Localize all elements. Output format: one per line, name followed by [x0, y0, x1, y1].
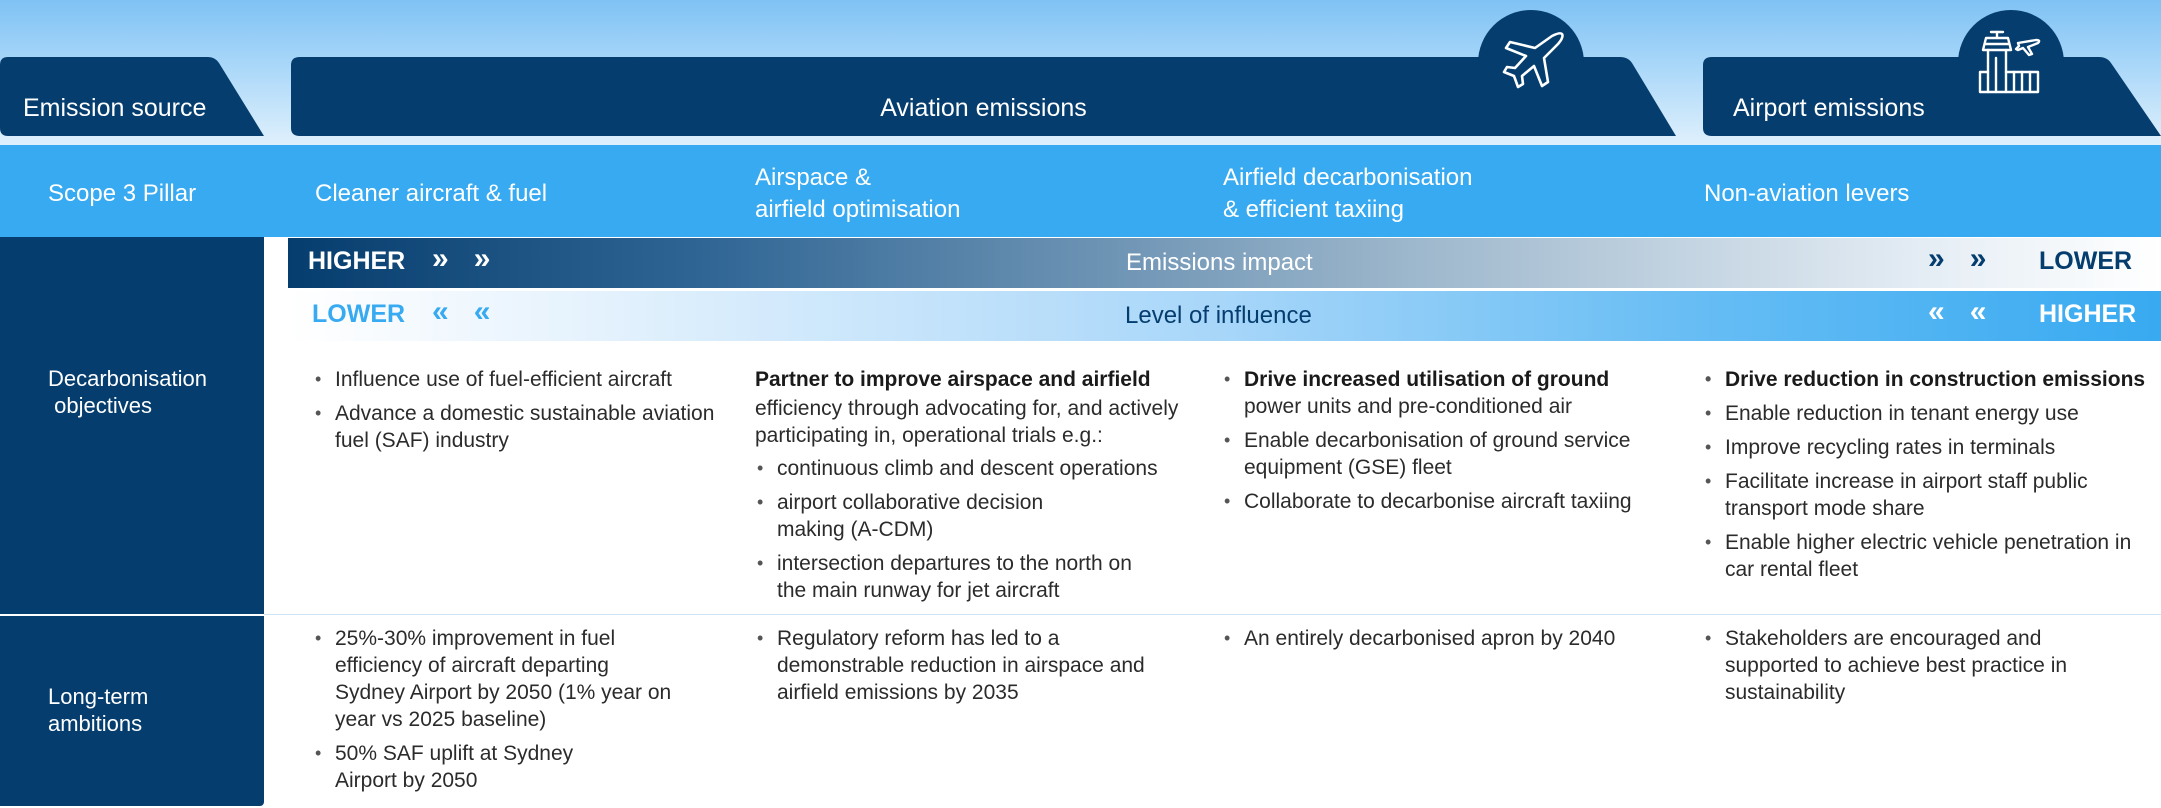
list-item: • continuous climb and descent operations	[755, 455, 1225, 482]
airport-emissions-label: Airport emissions	[1733, 93, 1925, 122]
list-item: • airport collaborative decision making (A-CDM)	[755, 489, 1097, 543]
ambitions-row-label-cell	[0, 616, 264, 806]
list-item	[1222, 366, 1692, 420]
pillar-airspace	[755, 162, 960, 226]
objectives-cleaner	[313, 366, 733, 461]
control-tower-icon	[1958, 10, 2064, 116]
airfield-first-rest: power units and pre-conditioned air	[1244, 395, 1573, 418]
airspace-intro-bold: Partner to improve airspace and airfield	[755, 368, 1151, 391]
impact-center-label: Emissions impact	[1126, 249, 1313, 276]
ambitions-row-label	[48, 683, 148, 737]
objectives-row-label	[48, 365, 207, 419]
scope3-pillar-label: Scope 3 Pillar	[48, 180, 197, 207]
list-item: • 25%-30% improvement in fuel efficiency of aircraft departing Sydney Airport by 2050 (1% year on year vs 2025 baseline)	[313, 625, 675, 733]
pillar-airfield-line1: Airfield decarbonisation	[1223, 164, 1473, 191]
influence-right-label: HIGHER	[2039, 300, 2137, 328]
list-item: • Enable decarbonisation of ground service equipment (GSE) fleet	[1222, 427, 1664, 481]
list-item: • Collaborate to decarbonise aircraft taxiing	[1222, 488, 1692, 515]
pillar-airfield-line2: & efficient taxiing	[1223, 196, 1404, 223]
pillar-airspace-line1: Airspace &	[755, 164, 872, 191]
list-item: • 50% SAF uplift at Sydney Airport by 2050	[313, 740, 605, 794]
influence-chevrons-right-icon: « «	[1928, 295, 1987, 328]
airspace-intro-rest: efficiency through advocating for, and actively participating in, operational trials e.g.:	[755, 397, 1179, 447]
list-item: • Enable higher electric vehicle penetration in car rental fleet	[1703, 529, 2153, 583]
pillar-airfield	[1223, 162, 1472, 226]
impact-chevrons-right-icon: » »	[1928, 242, 1987, 275]
ambitions-airspace	[755, 625, 1155, 713]
row-divider	[264, 614, 2161, 615]
objectives-row-label-cell	[0, 237, 264, 614]
influence-chevrons-left-icon: « «	[432, 295, 491, 328]
ambitions-label-line1: Long-term	[48, 684, 149, 709]
impact-left-label: HIGHER	[308, 247, 406, 275]
objectives-non-aviation	[1703, 366, 2153, 590]
objectives-airspace	[755, 366, 1225, 611]
emission-source-label: Emission source	[23, 93, 207, 122]
list-item: • Improve recycling rates in terminals	[1703, 434, 2153, 461]
list-item: • Facilitate increase in airport staff public transport mode share	[1703, 468, 2153, 522]
objectives-airfield	[1222, 366, 1692, 522]
impact-right-label: LOWER	[2039, 247, 2133, 275]
aviation-emissions-label: Aviation emissions	[880, 93, 1087, 122]
pillar-airspace-line2: airfield optimisation	[755, 196, 961, 223]
list-item: • Enable reduction in tenant energy use	[1703, 400, 2153, 427]
airplane-icon	[1478, 10, 1584, 116]
influence-left-label: LOWER	[312, 300, 406, 328]
list-item: • Stakeholders are encouraged and supported to achieve best practice in sustainability	[1703, 625, 2093, 706]
influence-center-label: Level of influence	[1125, 302, 1312, 329]
impact-chevrons-left-icon: » »	[432, 242, 491, 275]
list-item: • Regulatory reform has led to a demonstrable reduction in airspace and airfield emissions by 2035	[755, 625, 1155, 706]
objectives-label-line2: objectives	[48, 393, 152, 418]
ambitions-cleaner	[313, 625, 693, 801]
pillar-non-aviation: Non-aviation levers	[1704, 180, 1910, 207]
list-item: • Advance a domestic sustainable aviation fuel (SAF) industry	[313, 400, 733, 454]
airfield-first-bold: Drive increased utilisation of ground	[1244, 368, 1610, 391]
ambitions-non-aviation	[1703, 625, 2093, 713]
ambitions-label-line2: ambitions	[48, 711, 143, 736]
list-item: • intersection departures to the north on the main runway for jet aircraft	[755, 550, 1157, 604]
list-item: • Drive reduction in construction emissions	[1703, 366, 2153, 393]
ambitions-airfield	[1222, 625, 1692, 659]
list-item: • An entirely decarbonised apron by 2040	[1222, 625, 1692, 652]
objectives-label-line1: Decarbonisation	[48, 366, 207, 391]
list-item: • Influence use of fuel-efficient aircraft	[313, 366, 733, 393]
pillar-cleaner-aircraft: Cleaner aircraft & fuel	[315, 180, 548, 207]
